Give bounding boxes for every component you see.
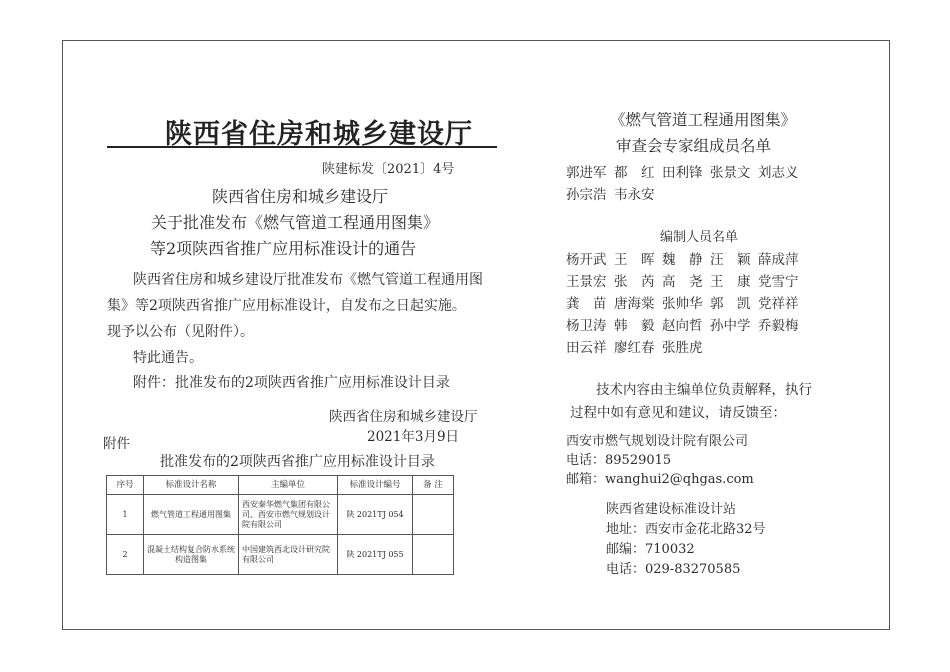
table-title: 批准发布的2项陕西省推广应用标准设计目录	[160, 454, 435, 470]
attachment-reference: 附件：批准发布的2项陕西省推广应用标准设计目录	[133, 375, 450, 391]
remark	[413, 495, 454, 535]
notice-line: 关于批准发布《燃气管道工程通用图集》	[151, 213, 440, 232]
station-postcode: 邮编：710032	[606, 542, 695, 557]
name-row	[566, 271, 806, 293]
row-number: 1	[107, 495, 144, 535]
table-header-row	[107, 476, 454, 495]
member-name: 赵向哲	[662, 318, 703, 334]
member-name: 张胜虎	[662, 340, 703, 356]
body-line: 特此通告。	[133, 350, 203, 366]
member-name: 田利锋	[662, 165, 703, 181]
compile-member-list	[566, 249, 806, 359]
member-name: 杨卫涛	[566, 318, 607, 334]
name-row	[566, 184, 806, 206]
member-name: 孙宗浩	[566, 187, 607, 203]
attachment-label: 附件	[103, 436, 130, 452]
member-name: 郭 凯	[710, 296, 751, 312]
column-header: 标准设计名称	[144, 476, 239, 495]
station-name: 陕西省建设标准设计站	[606, 502, 737, 517]
standards-table	[106, 475, 454, 575]
body-line: 陕西省住房和城乡建设厅批准发布《燃气管道工程通用图	[133, 272, 483, 288]
standard-code: 陕 2021TJ 054	[338, 495, 413, 535]
member-name: 郭进军	[566, 165, 607, 181]
name-row	[566, 162, 806, 184]
row-number: 2	[107, 535, 144, 575]
review-member-list	[566, 162, 806, 206]
table-row	[107, 495, 454, 535]
body-line: 现予以公布（见附件）。	[107, 324, 254, 340]
member-name: 张景文	[710, 165, 751, 181]
standard-code: 陕 2021TJ 055	[338, 535, 413, 575]
member-name: 党祥祥	[758, 296, 799, 312]
signature: 陕西省住房和城乡建设厅	[329, 409, 478, 425]
member-name: 王 晖	[614, 252, 655, 268]
member-name: 都 红	[614, 165, 655, 181]
member-name: 田云祥	[566, 340, 607, 356]
editor-unit: 中国建筑西北设计研究院有限公司	[239, 535, 338, 575]
editor-unit-email: 邮箱：wanghui2@qhgas.com	[566, 472, 754, 487]
standard-name: 混凝土结构复合防水系统构造图集	[144, 535, 239, 575]
member-name: 韦永安	[614, 187, 655, 203]
tech-note-line: 技术内容由主编单位负责解释，执行	[596, 382, 812, 398]
member-name: 乔毅梅	[758, 318, 799, 334]
member-name: 孙中学	[710, 318, 751, 334]
member-name: 韩 毅	[614, 318, 655, 334]
editor-unit-phone: 电话：89529015	[566, 453, 672, 468]
member-name: 龚 苗	[566, 296, 607, 312]
column-header: 序号	[107, 476, 144, 495]
name-row	[566, 315, 806, 337]
compile-heading: 编制人员名单	[660, 230, 739, 245]
editor-unit-name: 西安市燃气规划设计院有限公司	[566, 434, 749, 449]
atlas-title: 《燃气管道工程通用图集》	[610, 111, 797, 129]
column-header: 标准设计编号	[338, 476, 413, 495]
member-name: 汪 颖	[710, 252, 751, 268]
notice-line: 陕西省住房和城乡建设厅	[212, 187, 389, 206]
member-name: 薛成萍	[758, 252, 799, 268]
member-name: 杨开武	[566, 252, 607, 268]
member-name: 唐海棠	[614, 296, 655, 312]
station-address: 地址：西安市金花北路32号	[606, 522, 766, 537]
member-name: 张 芮	[614, 274, 655, 290]
body-line: 集》等2项陕西省推广应用标准设计，自发布之日起实施。	[107, 298, 466, 314]
member-name: 刘志义	[758, 165, 799, 181]
member-name: 张帅华	[662, 296, 703, 312]
issue-date: 2021年3月9日	[367, 429, 460, 445]
name-row	[566, 293, 806, 315]
document-number: 陕建标发〔2021〕4号	[322, 162, 455, 177]
table-row	[107, 535, 454, 575]
editor-unit-contact	[566, 432, 754, 489]
name-row	[566, 337, 806, 359]
station-contact	[606, 500, 766, 580]
member-name: 党雪宁	[758, 274, 799, 290]
column-header: 主编单位	[239, 476, 338, 495]
tech-note-line: 过程中如有意见和建议，请反馈至：	[570, 405, 786, 421]
member-name: 王 康	[710, 274, 751, 290]
member-name: 高 尧	[662, 274, 703, 290]
name-row	[566, 249, 806, 271]
editor-unit: 西安秦华燃气集团有限公司、西安市燃气规划设计院有限公司	[239, 495, 338, 535]
member-name: 廖红春	[614, 340, 655, 356]
station-phone: 电话：029-83270585	[606, 562, 741, 577]
review-heading: 审查会专家组成员名单	[616, 137, 772, 155]
standard-name: 燃气管道工程通用图集	[144, 495, 239, 535]
member-name: 魏 静	[662, 252, 703, 268]
member-name: 王景宏	[566, 274, 607, 290]
notice-line: 等2项陕西省推广应用标准设计的通告	[150, 239, 417, 258]
remark	[413, 535, 454, 575]
department-title: 陕西省住房和城乡建设厅	[165, 119, 473, 150]
column-header: 备 注	[413, 476, 454, 495]
title-rule	[107, 146, 497, 148]
